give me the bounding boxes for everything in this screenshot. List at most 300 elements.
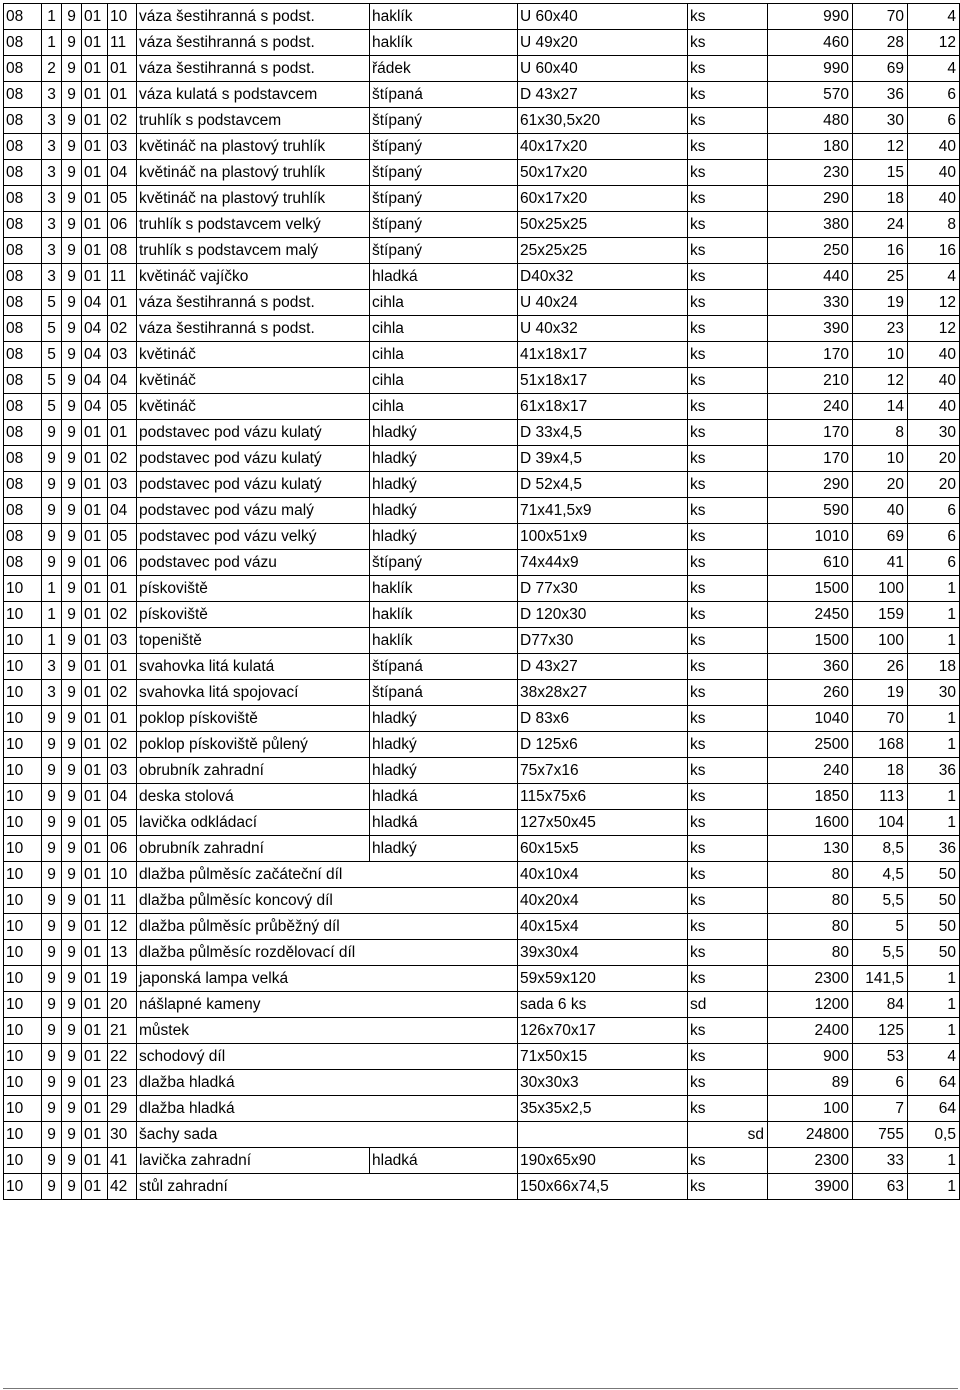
cell-price: 1500 (768, 576, 853, 602)
cell-type-code: 9 (62, 524, 82, 550)
table-row (4, 680, 960, 706)
cell-dimensions: 60x15x5 (518, 836, 688, 862)
cell-group-code: 10 (4, 654, 42, 680)
cell-weight: 33 (853, 1148, 908, 1174)
cell-product-name: topeniště (137, 628, 370, 654)
table-row (4, 706, 960, 732)
cell-weight: 125 (853, 1018, 908, 1044)
cell-group-code: 08 (4, 550, 42, 576)
cell-class-code: 3 (42, 108, 62, 134)
cell-weight: 36 (853, 82, 908, 108)
cell-type-code: 9 (62, 680, 82, 706)
cell-weight: 8 (853, 420, 908, 446)
cell-pack-quantity: 4 (908, 56, 960, 82)
cell-price: 590 (768, 498, 853, 524)
cell-series-code: 01 (82, 56, 108, 82)
cell-item-code: 41 (108, 1148, 137, 1174)
cell-group-code: 10 (4, 940, 42, 966)
cell-type-code: 9 (62, 654, 82, 680)
cell-weight: 100 (853, 628, 908, 654)
cell-dimensions: 25x25x25 (518, 238, 688, 264)
cell-weight: 16 (853, 238, 908, 264)
table-row (4, 238, 960, 264)
cell-surface-finish: haklík (370, 30, 518, 56)
cell-type-code: 9 (62, 576, 82, 602)
cell-surface-finish (370, 992, 518, 1018)
table-row (4, 82, 960, 108)
cell-item-code: 11 (108, 888, 137, 914)
cell-dimensions: 71x41,5x9 (518, 498, 688, 524)
cell-unit: ks (688, 914, 768, 940)
cell-weight: 70 (853, 706, 908, 732)
cell-unit: ks (688, 394, 768, 420)
cell-type-code: 9 (62, 160, 82, 186)
cell-group-code: 08 (4, 498, 42, 524)
cell-price: 80 (768, 940, 853, 966)
cell-weight: 104 (853, 810, 908, 836)
cell-product-name: dlažba půlměsíc průběžný díl (137, 914, 370, 940)
cell-weight: 69 (853, 524, 908, 550)
cell-type-code: 9 (62, 56, 82, 82)
cell-pack-quantity: 1 (908, 966, 960, 992)
cell-group-code: 08 (4, 30, 42, 56)
cell-series-code: 01 (82, 524, 108, 550)
cell-series-code: 01 (82, 238, 108, 264)
cell-dimensions: D 43x27 (518, 654, 688, 680)
cell-product-name: deska stolová (137, 784, 370, 810)
cell-unit: ks (688, 30, 768, 56)
cell-price: 240 (768, 394, 853, 420)
cell-dimensions: 74x44x9 (518, 550, 688, 576)
cell-class-code: 9 (42, 1018, 62, 1044)
cell-surface-finish (370, 1044, 518, 1070)
cell-dimensions: D 120x30 (518, 602, 688, 628)
cell-dimensions: 30x30x3 (518, 1070, 688, 1096)
cell-surface-finish: cihla (370, 290, 518, 316)
cell-weight: 159 (853, 602, 908, 628)
cell-group-code: 10 (4, 706, 42, 732)
cell-price: 2450 (768, 602, 853, 628)
cell-dimensions: sada 6 ks (518, 992, 688, 1018)
cell-unit: ks (688, 472, 768, 498)
cell-type-code: 9 (62, 784, 82, 810)
cell-dimensions: 41x18x17 (518, 342, 688, 368)
cell-weight: 24 (853, 212, 908, 238)
cell-class-code: 9 (42, 446, 62, 472)
table-row (4, 264, 960, 290)
cell-surface-finish: haklík (370, 4, 518, 30)
cell-pack-quantity: 1 (908, 992, 960, 1018)
cell-group-code: 08 (4, 472, 42, 498)
cell-item-code: 02 (108, 316, 137, 342)
cell-unit: ks (688, 4, 768, 30)
cell-surface-finish (370, 1174, 518, 1200)
cell-weight: 12 (853, 134, 908, 160)
cell-weight: 113 (853, 784, 908, 810)
cell-unit: sd (688, 992, 768, 1018)
cell-unit: ks (688, 732, 768, 758)
cell-price: 330 (768, 290, 853, 316)
cell-item-code: 05 (108, 186, 137, 212)
cell-group-code: 08 (4, 82, 42, 108)
cell-series-code: 01 (82, 602, 108, 628)
cell-series-code: 01 (82, 836, 108, 862)
cell-pack-quantity: 40 (908, 368, 960, 394)
cell-unit: ks (688, 290, 768, 316)
cell-class-code: 9 (42, 732, 62, 758)
cell-price: 480 (768, 108, 853, 134)
cell-series-code: 01 (82, 30, 108, 56)
cell-price: 130 (768, 836, 853, 862)
cell-price: 1600 (768, 810, 853, 836)
cell-item-code: 05 (108, 524, 137, 550)
cell-series-code: 01 (82, 264, 108, 290)
cell-series-code: 04 (82, 342, 108, 368)
cell-surface-finish: štípaný (370, 238, 518, 264)
cell-type-code: 9 (62, 134, 82, 160)
cell-group-code: 10 (4, 732, 42, 758)
cell-dimensions: D 83x6 (518, 706, 688, 732)
cell-group-code: 10 (4, 888, 42, 914)
cell-item-code: 10 (108, 862, 137, 888)
cell-group-code: 10 (4, 1018, 42, 1044)
cell-pack-quantity: 6 (908, 82, 960, 108)
cell-item-code: 03 (108, 628, 137, 654)
cell-group-code: 08 (4, 160, 42, 186)
cell-surface-finish: hladký (370, 472, 518, 498)
cell-dimensions: 115x75x6 (518, 784, 688, 810)
cell-surface-finish: hladký (370, 706, 518, 732)
cell-series-code: 01 (82, 1018, 108, 1044)
cell-unit: ks (688, 810, 768, 836)
cell-unit: ks (688, 550, 768, 576)
cell-series-code: 01 (82, 420, 108, 446)
cell-pack-quantity: 4 (908, 1044, 960, 1070)
cell-dimensions: D77x30 (518, 628, 688, 654)
cell-unit: ks (688, 342, 768, 368)
cell-pack-quantity: 1 (908, 784, 960, 810)
cell-series-code: 01 (82, 1044, 108, 1070)
cell-weight: 20 (853, 472, 908, 498)
cell-dimensions: D 39x4,5 (518, 446, 688, 472)
cell-group-code: 08 (4, 446, 42, 472)
cell-class-code: 9 (42, 836, 62, 862)
cell-unit: ks (688, 654, 768, 680)
cell-dimensions: 40x20x4 (518, 888, 688, 914)
cell-series-code: 01 (82, 4, 108, 30)
cell-pack-quantity: 6 (908, 108, 960, 134)
cell-product-name: květináč na plastový truhlík (137, 134, 370, 160)
cell-item-code: 01 (108, 290, 137, 316)
cell-product-name: květináč (137, 394, 370, 420)
cell-unit: ks (688, 524, 768, 550)
cell-price: 2500 (768, 732, 853, 758)
cell-weight: 25 (853, 264, 908, 290)
cell-class-code: 3 (42, 160, 62, 186)
cell-item-code: 01 (108, 56, 137, 82)
cell-dimensions: D40x32 (518, 264, 688, 290)
cell-weight: 84 (853, 992, 908, 1018)
cell-surface-finish (370, 966, 518, 992)
cell-dimensions: 127x50x45 (518, 810, 688, 836)
cell-unit: ks (688, 498, 768, 524)
cell-type-code: 9 (62, 4, 82, 30)
cell-unit: ks (688, 1096, 768, 1122)
cell-unit: ks (688, 784, 768, 810)
table-row (4, 1174, 960, 1200)
cell-weight: 18 (853, 758, 908, 784)
cell-price: 2300 (768, 966, 853, 992)
cell-series-code: 01 (82, 1174, 108, 1200)
cell-weight: 30 (853, 108, 908, 134)
cell-class-code: 5 (42, 342, 62, 368)
cell-class-code: 3 (42, 654, 62, 680)
table-row (4, 4, 960, 30)
cell-class-code: 9 (42, 498, 62, 524)
cell-price: 170 (768, 420, 853, 446)
cell-unit: ks (688, 368, 768, 394)
cell-dimensions: U 60x40 (518, 4, 688, 30)
cell-product-name: váza kulatá s podstavcem (137, 82, 370, 108)
cell-unit: ks (688, 1148, 768, 1174)
table-row (4, 524, 960, 550)
cell-item-code: 03 (108, 758, 137, 784)
cell-class-code: 9 (42, 706, 62, 732)
cell-unit: ks (688, 1070, 768, 1096)
table-row (4, 1070, 960, 1096)
cell-type-code: 9 (62, 1122, 82, 1148)
table-row (4, 108, 960, 134)
table-row (4, 342, 960, 368)
cell-product-name: květináč (137, 342, 370, 368)
cell-weight: 4,5 (853, 862, 908, 888)
cell-weight: 7 (853, 1096, 908, 1122)
cell-price: 80 (768, 862, 853, 888)
cell-series-code: 04 (82, 368, 108, 394)
cell-price: 570 (768, 82, 853, 108)
cell-dimensions: D 43x27 (518, 82, 688, 108)
cell-weight: 41 (853, 550, 908, 576)
cell-item-code: 01 (108, 654, 137, 680)
table-row (4, 1018, 960, 1044)
cell-product-name: květináč (137, 368, 370, 394)
cell-price: 3900 (768, 1174, 853, 1200)
cell-surface-finish: hladký (370, 498, 518, 524)
cell-series-code: 01 (82, 212, 108, 238)
cell-item-code: 19 (108, 966, 137, 992)
cell-dimensions: 75x7x16 (518, 758, 688, 784)
cell-unit: ks (688, 1174, 768, 1200)
cell-surface-finish: haklík (370, 576, 518, 602)
cell-type-code: 9 (62, 108, 82, 134)
cell-item-code: 23 (108, 1070, 137, 1096)
cell-series-code: 01 (82, 1070, 108, 1096)
cell-type-code: 9 (62, 1044, 82, 1070)
cell-type-code: 9 (62, 914, 82, 940)
cell-series-code: 01 (82, 472, 108, 498)
cell-price: 390 (768, 316, 853, 342)
cell-dimensions: U 49x20 (518, 30, 688, 56)
cell-item-code: 30 (108, 1122, 137, 1148)
cell-unit: ks (688, 212, 768, 238)
cell-pack-quantity: 1 (908, 576, 960, 602)
cell-class-code: 9 (42, 1096, 62, 1122)
cell-surface-finish: hladký (370, 420, 518, 446)
cell-type-code: 9 (62, 420, 82, 446)
table-row (4, 368, 960, 394)
cell-pack-quantity: 0,5 (908, 1122, 960, 1148)
cell-group-code: 08 (4, 238, 42, 264)
cell-type-code: 9 (62, 368, 82, 394)
cell-product-name: váza šestihranná s podst. (137, 4, 370, 30)
cell-series-code: 01 (82, 914, 108, 940)
cell-weight: 5 (853, 914, 908, 940)
cell-type-code: 9 (62, 394, 82, 420)
cell-type-code: 9 (62, 1148, 82, 1174)
cell-dimensions: 51x18x17 (518, 368, 688, 394)
cell-unit: ks (688, 628, 768, 654)
cell-pack-quantity: 20 (908, 446, 960, 472)
cell-class-code: 2 (42, 56, 62, 82)
cell-class-code: 9 (42, 1070, 62, 1096)
cell-group-code: 08 (4, 186, 42, 212)
table-row (4, 732, 960, 758)
cell-series-code: 01 (82, 706, 108, 732)
cell-unit: ks (688, 420, 768, 446)
cell-pack-quantity: 6 (908, 524, 960, 550)
cell-class-code: 9 (42, 888, 62, 914)
cell-weight: 10 (853, 342, 908, 368)
cell-type-code: 9 (62, 550, 82, 576)
cell-weight: 18 (853, 186, 908, 212)
cell-surface-finish: cihla (370, 394, 518, 420)
cell-class-code: 9 (42, 550, 62, 576)
cell-type-code: 9 (62, 758, 82, 784)
cell-class-code: 3 (42, 134, 62, 160)
cell-weight: 69 (853, 56, 908, 82)
cell-price: 80 (768, 888, 853, 914)
cell-group-code: 10 (4, 810, 42, 836)
cell-group-code: 08 (4, 4, 42, 30)
cell-item-code: 04 (108, 160, 137, 186)
cell-product-name: můstek (137, 1018, 370, 1044)
cell-group-code: 08 (4, 342, 42, 368)
cell-item-code: 02 (108, 446, 137, 472)
cell-dimensions: 40x10x4 (518, 862, 688, 888)
cell-price: 180 (768, 134, 853, 160)
cell-weight: 141,5 (853, 966, 908, 992)
cell-series-code: 01 (82, 1096, 108, 1122)
cell-series-code: 01 (82, 446, 108, 472)
cell-type-code: 9 (62, 238, 82, 264)
cell-group-code: 10 (4, 602, 42, 628)
cell-type-code: 9 (62, 1096, 82, 1122)
cell-dimensions (518, 1122, 688, 1148)
cell-class-code: 1 (42, 602, 62, 628)
cell-unit: ks (688, 108, 768, 134)
cell-product-name: dlažba půlměsíc rozdělovací díl (137, 940, 370, 966)
cell-type-code: 9 (62, 472, 82, 498)
cell-price: 100 (768, 1096, 853, 1122)
cell-item-code: 05 (108, 394, 137, 420)
cell-weight: 15 (853, 160, 908, 186)
cell-type-code: 9 (62, 1174, 82, 1200)
table-row (4, 1044, 960, 1070)
cell-product-name: truhlík s podstavcem velký (137, 212, 370, 238)
cell-product-name: truhlík s podstavcem (137, 108, 370, 134)
cell-class-code: 9 (42, 1148, 62, 1174)
cell-unit: ks (688, 888, 768, 914)
cell-dimensions: D 77x30 (518, 576, 688, 602)
cell-group-code: 08 (4, 290, 42, 316)
table-row (4, 316, 960, 342)
cell-item-code: 22 (108, 1044, 137, 1070)
table-row (4, 472, 960, 498)
cell-item-code: 11 (108, 30, 137, 56)
cell-group-code: 10 (4, 992, 42, 1018)
cell-class-code: 5 (42, 368, 62, 394)
cell-class-code: 9 (42, 420, 62, 446)
cell-dimensions: 60x17x20 (518, 186, 688, 212)
cell-group-code: 10 (4, 1070, 42, 1096)
cell-product-name: podstavec pod vázu kulatý (137, 446, 370, 472)
cell-group-code: 10 (4, 680, 42, 706)
cell-pack-quantity: 40 (908, 342, 960, 368)
cell-surface-finish: štípaný (370, 212, 518, 238)
cell-surface-finish: štípaný (370, 134, 518, 160)
table-row (4, 550, 960, 576)
cell-group-code: 08 (4, 420, 42, 446)
cell-series-code: 01 (82, 1122, 108, 1148)
cell-item-code: 01 (108, 706, 137, 732)
cell-unit: sd (688, 1122, 768, 1148)
cell-surface-finish: cihla (370, 316, 518, 342)
cell-item-code: 13 (108, 940, 137, 966)
cell-product-name: váza šestihranná s podst. (137, 30, 370, 56)
cell-pack-quantity: 8 (908, 212, 960, 238)
cell-series-code: 01 (82, 628, 108, 654)
cell-series-code: 01 (82, 732, 108, 758)
cell-series-code: 01 (82, 992, 108, 1018)
cell-item-code: 02 (108, 108, 137, 134)
cell-unit: ks (688, 264, 768, 290)
cell-price: 440 (768, 264, 853, 290)
cell-dimensions: 126x70x17 (518, 1018, 688, 1044)
cell-dimensions: 61x18x17 (518, 394, 688, 420)
cell-class-code: 9 (42, 1174, 62, 1200)
cell-class-code: 3 (42, 680, 62, 706)
cell-series-code: 01 (82, 186, 108, 212)
cell-weight: 28 (853, 30, 908, 56)
cell-class-code: 9 (42, 1122, 62, 1148)
cell-weight: 23 (853, 316, 908, 342)
cell-unit: ks (688, 56, 768, 82)
cell-product-name: váza šestihranná s podst. (137, 290, 370, 316)
page-bottom-rule (3, 1388, 958, 1389)
cell-item-code: 03 (108, 134, 137, 160)
cell-dimensions: 50x17x20 (518, 160, 688, 186)
cell-dimensions: 71x50x15 (518, 1044, 688, 1070)
cell-price: 2400 (768, 1018, 853, 1044)
cell-class-code: 1 (42, 30, 62, 56)
cell-dimensions: 59x59x120 (518, 966, 688, 992)
table-row (4, 810, 960, 836)
table-row (4, 212, 960, 238)
cell-price: 260 (768, 680, 853, 706)
cell-product-name: podstavec pod vázu (137, 550, 370, 576)
cell-weight: 12 (853, 368, 908, 394)
cell-item-code: 04 (108, 498, 137, 524)
